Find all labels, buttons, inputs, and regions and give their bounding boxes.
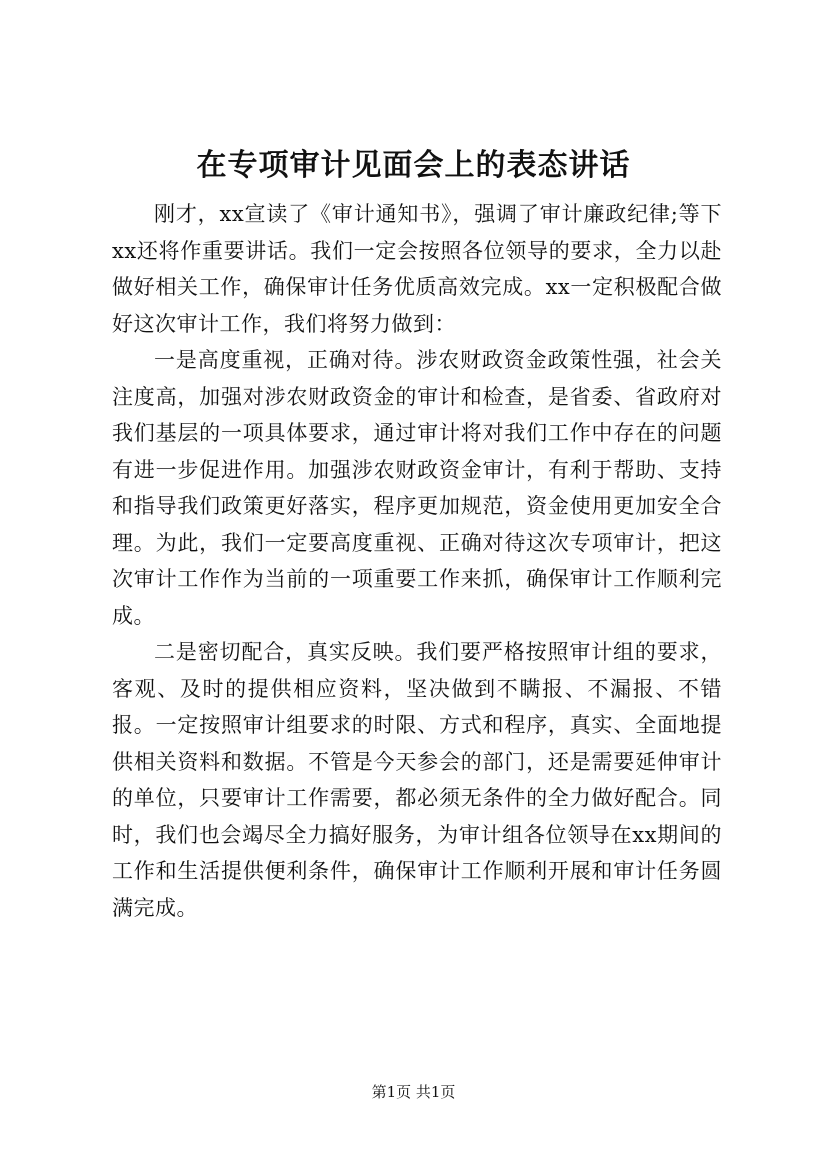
document-body (112, 196, 722, 926)
paragraph-point-one: 一是高度重视，正确对待。涉农财政资金政策性强，社会关注度高，加强对涉农财政资金的审计和检查，是省委、省政府对我们基层的一项具体要求，通过审计将对我们工作中存在的问题有进一步促进作用。加强涉农财政资金审计，有利于帮助、支持和指导我们政策更好落实，程序更加规范，资金使用更加安全合理。为此，我们一定要高度重视、正确对待这次专项审计，把这次审计工作作为当前的一项重要工作来抓，确保审计工作顺利完成。 (112, 348, 722, 628)
paragraph-intro: 刚才，xx宣读了《审计通知书》，强调了审计廉政纪律;等下xx还将作重要讲话。我们一定会按照各位领导的要求，全力以赴做好相关工作，确保审计任务优质高效完成。xx一定积极配合做好这次审计工作，我们将努力做到： (112, 202, 722, 336)
paragraph-point-two: 二是密切配合，真实反映。我们要严格按照审计组的要求，客观、及时的提供相应资料，坚决做到不瞒报、不漏报、不错报。一定按照审计组要求的时限、方式和程序，真实、全面地提供相关资料和数据。不管是今天参会的部门，还是需要延伸审计的单位，只要审计工作需要，都必须无条件的全力做好配合。同时，我们也会竭尽全力搞好服务，为审计组各位领导在xx期间的工作和生活提供便利条件，确保审计工作顺利开展和审计任务圆满完成。 (112, 640, 722, 920)
document-title: 在专项审计见面会上的表态讲话 (196, 148, 631, 183)
page-number-footer: 第1页 共1页 (371, 1083, 456, 1101)
